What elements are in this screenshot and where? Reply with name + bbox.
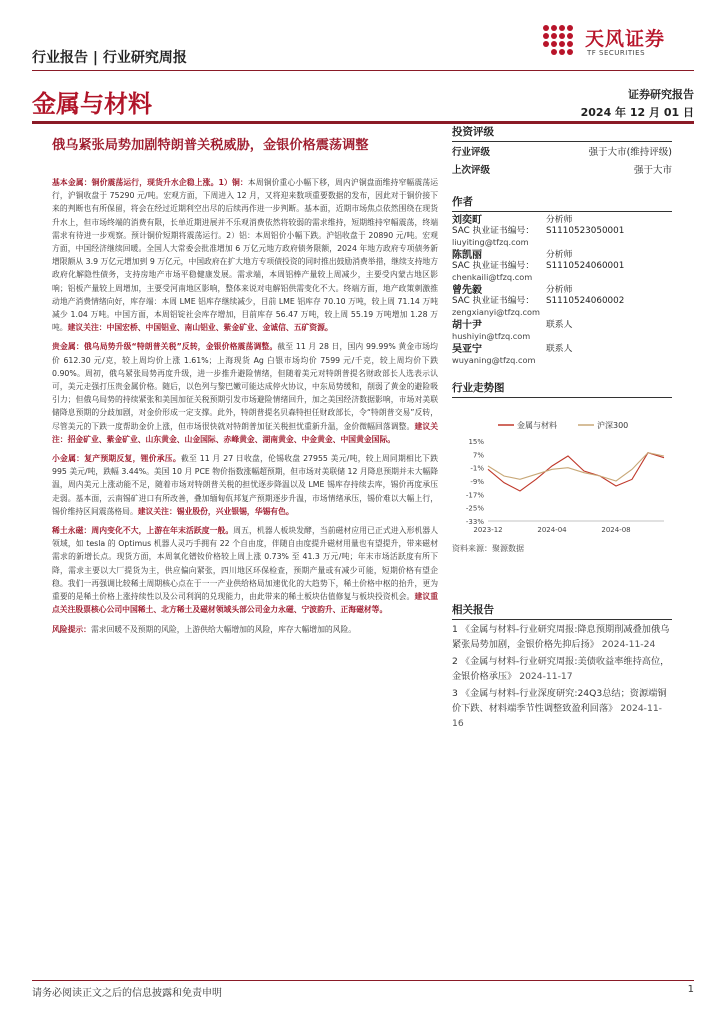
related-heading: 相关报告 xyxy=(452,604,494,616)
para-precious-metals: 贵金属：俄乌局势升级“特朗普关税”反转，金银价格震荡调整。截至 11 月 28 日，国内 99.99% 黄金市场均价 612.30 元/克，较上周均价上涨 1.61%；上海现货 Ag 白银市场均价 7599 元/千克，较上周均价下跌 0.90%。周初，俄乌紧张局势再度升级，进一步推升避险情绪，但随着美元对特朗普提名财政部长人选表示认可，美元走强打压贵金属价格。随后，以色列与黎巴嫩可能达成停火协议，中东局势缓和，削弱了黄金的避险吸引力；但俄乌局势的持续紧张和美国加征关税预期引发市场避险情绪回升，加之美国经济数据影响，市场对美联储降息预期的分歧加剧，对金价形成一定支撑。此外，特朗普提名贝森特担任财政部长，令“特朗普交易”反转，尽管美元的下跌一度帮助金价上涨，但市场很快就对特朗普加征关税担忧重新升温，金价微幅回落调整。建议关注：招金矿业、紫金矿业、山东黄金、山金国际、赤峰黄金、湖南黄金、中金黄金、中国黄金国际。 xyxy=(52,342,439,444)
x-tick-label: 2023-12 xyxy=(473,526,503,534)
para-minor-metals: 小金属：复产预期反复，锂价承压。截至 11 月 27 日收盘，伦锡收盘 27955 美元/吨，较上周同期相比下跌 995 美元/吨，跌幅 3.44%。美国 10 月 PCE 物价指数涨幅超预期，但市场对美联储 12 月降息预期并未大幅降温，周内美元上涨动能不足，随着市场对特朗普关税的担忧逐步降温以及 LME 锡库存持续去库，锡价再度承压走弱。基本面，云南锡矿进口有所改善，叠加缅甸佤邦复产预期逐步升温，市场情绪承压，锡价难以大幅上行，锡价维持区间震荡格局。建议关注：锡业股份，兴业银锡，华锡有色。 xyxy=(52,454,439,516)
main-body xyxy=(52,176,438,642)
author-email[interactable]: wuyaning@tfzq.com xyxy=(452,355,536,365)
related-report-item[interactable]: 1 《金属与材料-行业研究周报:降息预期削减叠加俄乌紧张局势加剧，金银价格先抑后扬》 2024-11-24 xyxy=(452,624,670,650)
series-line-index xyxy=(488,453,664,481)
rating-heading: 投资评级 xyxy=(452,126,494,138)
author-email[interactable]: liuyiting@tfzq.com xyxy=(452,237,529,247)
y-tick-label: -33% xyxy=(465,518,484,526)
author-email[interactable]: hushiyin@tfzq.com xyxy=(452,331,531,341)
author-email[interactable]: chenkaili@tfzq.com xyxy=(452,272,533,282)
page-number: 1 xyxy=(687,984,694,995)
related-report-item[interactable]: 3 《金属与材料-行业深度研究:24Q3总结；资源端铜价下跌、材料端季节性调整致盈利回落》 2024-11-16 xyxy=(452,688,667,729)
y-tick-label: 15% xyxy=(468,438,484,446)
sector-title: 金属与材料 xyxy=(32,90,152,118)
y-tick-label: -1% xyxy=(470,464,484,473)
y-tick-label: -17% xyxy=(465,491,484,500)
author-block: 吴亚宁 联系人 wuyaning@tfzq.com xyxy=(452,344,672,366)
related-reports xyxy=(452,600,672,731)
author-heading: 作者 xyxy=(452,196,473,208)
para-base-metals: 基本金属：铜价震荡运行，现货升水企稳上涨。1）铜：本周铜价重心小幅下移，周内沪铜盘面维持窄幅震荡运行，沪铜收盘于 75290 元/吨。宏观方面，下周进入 12 月，又将迎来数项重要数据的发布，因此对于铜价接下来的判断也有所保留，将会在经过近期利空出尽的后续再作进一步判断。基本面，近期市场焦点依然围绕在现货升水上，但市场终端的消费有限，长单近期进展并不乐观消费依然将较弱的需求维持，短期维持窄幅震荡，终端需求有待进一步观察。预计铜价短期将震荡运行。2）铝：本周铝价小幅下跌。沪铝收盘于 20890 元/吨。宏观方面，中国经济继续回暖。全国人大常委会批准增加 6 万亿元地方政府债务限额，2024 年地方政府专项债务新增限额从 3.9 万亿元增加到 9 万亿元，中国政府在扩大地方专项债投资的同时推出鼓励消费举措，继续支持地方政府化解隐性债务，支持房地产市场平稳健康发展。需求端，本周铝棒产量较上周减少，主要受内蒙古地区影响；铝板产量较上周增加，主要受河南地区影响，整体来说对电解铝供需变化不大。终端方面，地产政策刺激推动地产消费情绪向好，库存端：本周 LME 铝库存继续减少，目前 LME 铝库存 70.10 万吨，较上周 71.14 万吨减少 1.04 万吨。中国方面，本周铝锭社会库存增加，目前库存 56.47 万吨，较上周 55.19 万吨增加 1.28 万吨。建议关注：中国宏桥、中国铝业、南山铝业、紫金矿业、金诚信、五矿资源。 xyxy=(52,178,438,333)
author-block: 胡十尹 联系人 hushiyin@tfzq.com xyxy=(452,320,672,342)
author-block: 曾先毅 分析师 SAC 执业证书编号： S1110524060002 zengxianyi@tfzq.com xyxy=(452,285,672,318)
para-rare-earth: 稀土永磁：周内变化不大，上游在年末活跃度一般。周五，机器人板块发酵，当前磁材应用已正式进入形机器人领域，如 tesla 的 Optimus 机器人灵巧手拥有 22 个自由度，伴随自由度提升磁材用量也有望提升，带来磁材需求的新增长点。现货方面，本周氧化镨钕价格较上周上涨 0.73% 至 41.3 万元/吨；年末市场活跃度有所下降，需求主要以大厂提货为主，供应偏向紧张，四川地区环保检查，预期产量或有减少可能，短期价格有望企稳。我们一再强调比较稀土周期核心点在于一一产业供给格局加速优化的大趋势下，稀土价格中枢的抬升，更为重要的是稀土价格上涨持续性以及公司利润的兑现能力，由此带来的稀土板块估值修复与板块投资机会。建议重点关注股票核心公司中国稀土、北方稀土及磁材领域头部公司金力永磁、宁波韵升、正海磁材等。 xyxy=(52,526,439,615)
rating-row: 行业评级 强于大市(维持评级) xyxy=(452,147,672,158)
footer-divider xyxy=(32,980,694,981)
footer-disclaimer: 请务必阅读正文之后的信息披露和免责申明 xyxy=(32,988,222,999)
legend-label-index: 沪深300 xyxy=(597,421,629,430)
y-tick-label: 7% xyxy=(472,451,484,460)
trend-heading: 行业走势图 xyxy=(452,382,505,394)
chart-source: 资料来源：聚源数据 xyxy=(452,544,524,553)
trend-chart-svg xyxy=(452,417,674,535)
trend-chart xyxy=(452,417,674,555)
report-type: 行业报告 | 行业研究周报 xyxy=(32,50,187,66)
header-divider xyxy=(32,70,694,71)
side-column xyxy=(452,122,672,398)
rating-row: 上次评级 强于大市 xyxy=(452,165,672,176)
para-risk: 风险提示：需求回暖不及预期的风险，上游供给大幅增加的风险，库存大幅增加的风险。 xyxy=(52,624,357,634)
related-report-item[interactable]: 2 《金属与材料-行业研究周报:美债收益率维持高位，金银价格承压》 2024-11-17 xyxy=(452,656,670,682)
report-category: 证券研究报告 xyxy=(628,88,694,101)
legend-label-sector: 金属与材料 xyxy=(517,421,557,430)
series-line-sector xyxy=(488,453,664,491)
y-tick-label: -25% xyxy=(465,504,484,513)
logo-en: TF SECURITIES xyxy=(587,49,646,57)
author-block: 刘奕町 分析师 SAC 执业证书编号： S1110523050001 liuyiting@tfzq.com xyxy=(452,215,672,248)
x-tick-label: 2024-08 xyxy=(601,526,631,534)
author-block: 陈凯丽 分析师 SAC 执业证书编号： S1110524060001 chenkaili@tfzq.com xyxy=(452,250,672,283)
x-tick-label: 2024-04 xyxy=(537,526,567,534)
report-date: 2024 年 12 月 01 日 xyxy=(580,106,694,119)
logo-cn: 天风证券 xyxy=(585,28,666,50)
y-tick-label: -9% xyxy=(470,478,484,486)
report-title: 俄乌紧张局势加剧特朗普关税威胁，金银价格震荡调整 xyxy=(52,138,369,153)
author-email[interactable]: zengxianyi@tfzq.com xyxy=(452,307,541,317)
